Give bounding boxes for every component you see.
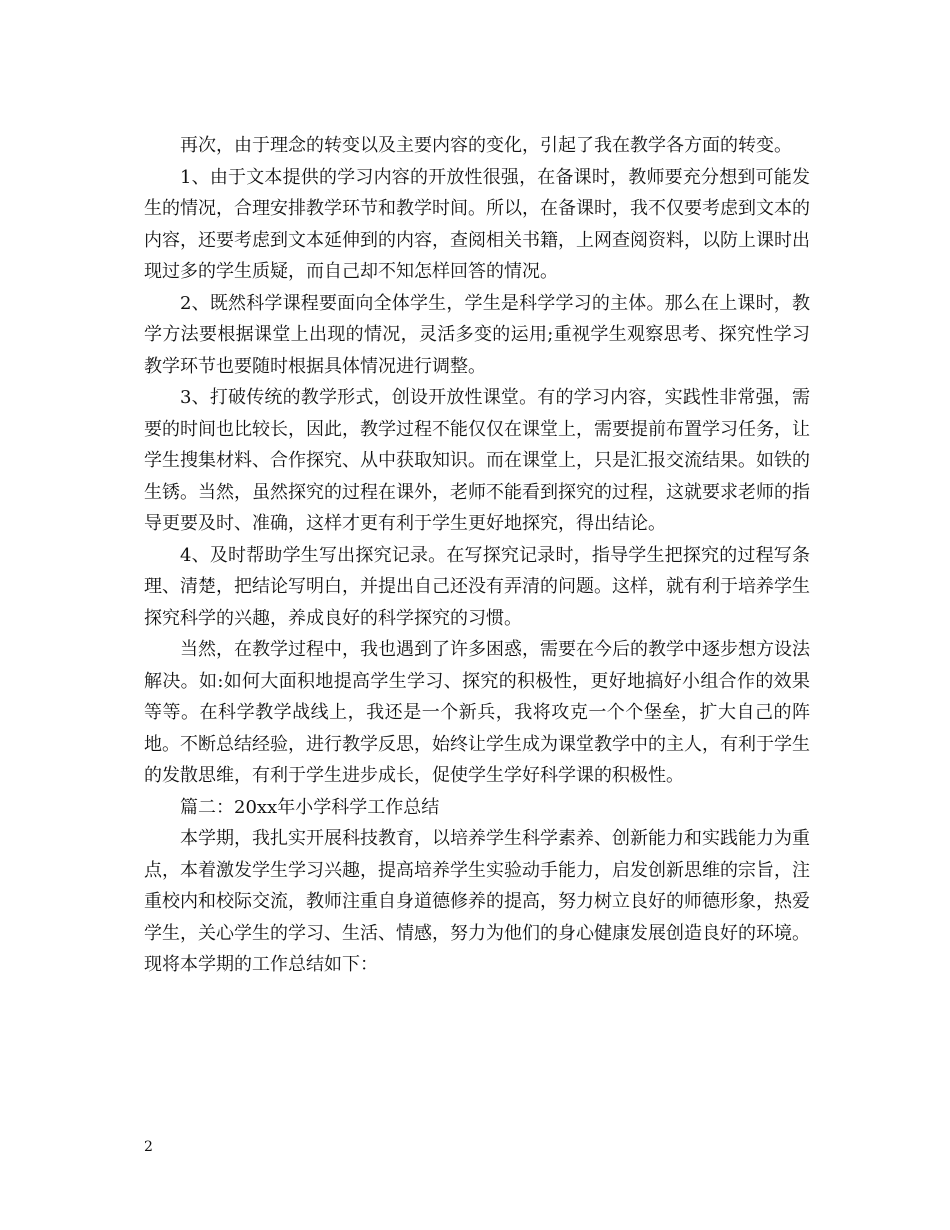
- paragraph-intro: 再次，由于理念的转变以及主要内容的变化，引起了我在教学各方面的转变。: [180, 135, 792, 156]
- paragraph-point-4: 4、及时帮助学生写出探究记录。在写探究记录时，指导学生把探究的过程写条理、清楚，把结论写明白，并提出自己还没有弄清的问题。这样，就有利于培养学生探究科学的兴趣，养成良好的科学探究的习惯。: [144, 544, 810, 629]
- section-heading: 篇二：20xx年小学科学工作总结: [180, 796, 440, 818]
- document-body: [144, 130, 810, 981]
- page-number: 2: [144, 1139, 153, 1155]
- paragraph-reflection: 当然，在教学过程中，我也遇到了许多困惑，需要在今后的教学中逐步想方设法解决。如:如何大面积地提高学生学习、探究的积极性，更好地搞好小组合作的效果等等。在科学教学战线上，我还是一个新兵，我将攻克一个个堡垒，扩大自己的阵地。不断总结经验，进行教学反思，始终让学生成为课堂教学中的主人，有利于学生的发散思维，有利于学生进步成长，促使学生学好科学课的积极性。: [144, 639, 810, 786]
- paragraph-point-1: 1、由于文本提供的学习内容的开放性很强，在备课时，教师要充分想到可能发生的情况，合理安排教学环节和教学时间。所以，在备课时，我不仅要考虑到文本的内容，还要考虑到文本延伸到的内容，查阅相关书籍，上网查阅资料，以防上课时出现过多的学生质疑，而自己却不知怎样回答的情况。: [144, 166, 810, 282]
- paragraph-point-2: 2、既然科学课程要面向全体学生，学生是科学学习的主体。那么在上课时，教学方法要根据课堂上出现的情况，灵活多变的运用;重视学生观察思考、探究性学习教学环节也要随时根据具体情况进行调整。: [144, 292, 810, 377]
- paragraph-summary: 本学期，我扎实开展科技教育，以培养学生科学素养、创新能力和实践能力为重点，本着激发学生学习兴趣，提高培养学生实验动手能力，启发创新思维的宗旨，注重校内和校际交流，教师注重自身道德修养的提高，努力树立良好的师德形象，热爱学生，关心学生的学习、生活、情感，努力为他们的身心健康发展创造良好的环境。现将本学期的工作总结如下：: [144, 828, 810, 975]
- paragraph-point-3: 3、打破传统的教学形式，创设开放性课堂。有的学习内容，实践性非常强，需要的时间也比较长，因此，教学过程不能仅仅在课堂上，需要提前布置学习任务，让学生搜集材料、合作探究、从中获取知识。而在课堂上，只是汇报交流结果。如铁的生锈。当然，虽然探究的过程在课外，老师不能看到探究的过程，这就要求老师的指导更要及时、准确，这样才更有利于学生更好地探究，得出结论。: [144, 387, 810, 534]
